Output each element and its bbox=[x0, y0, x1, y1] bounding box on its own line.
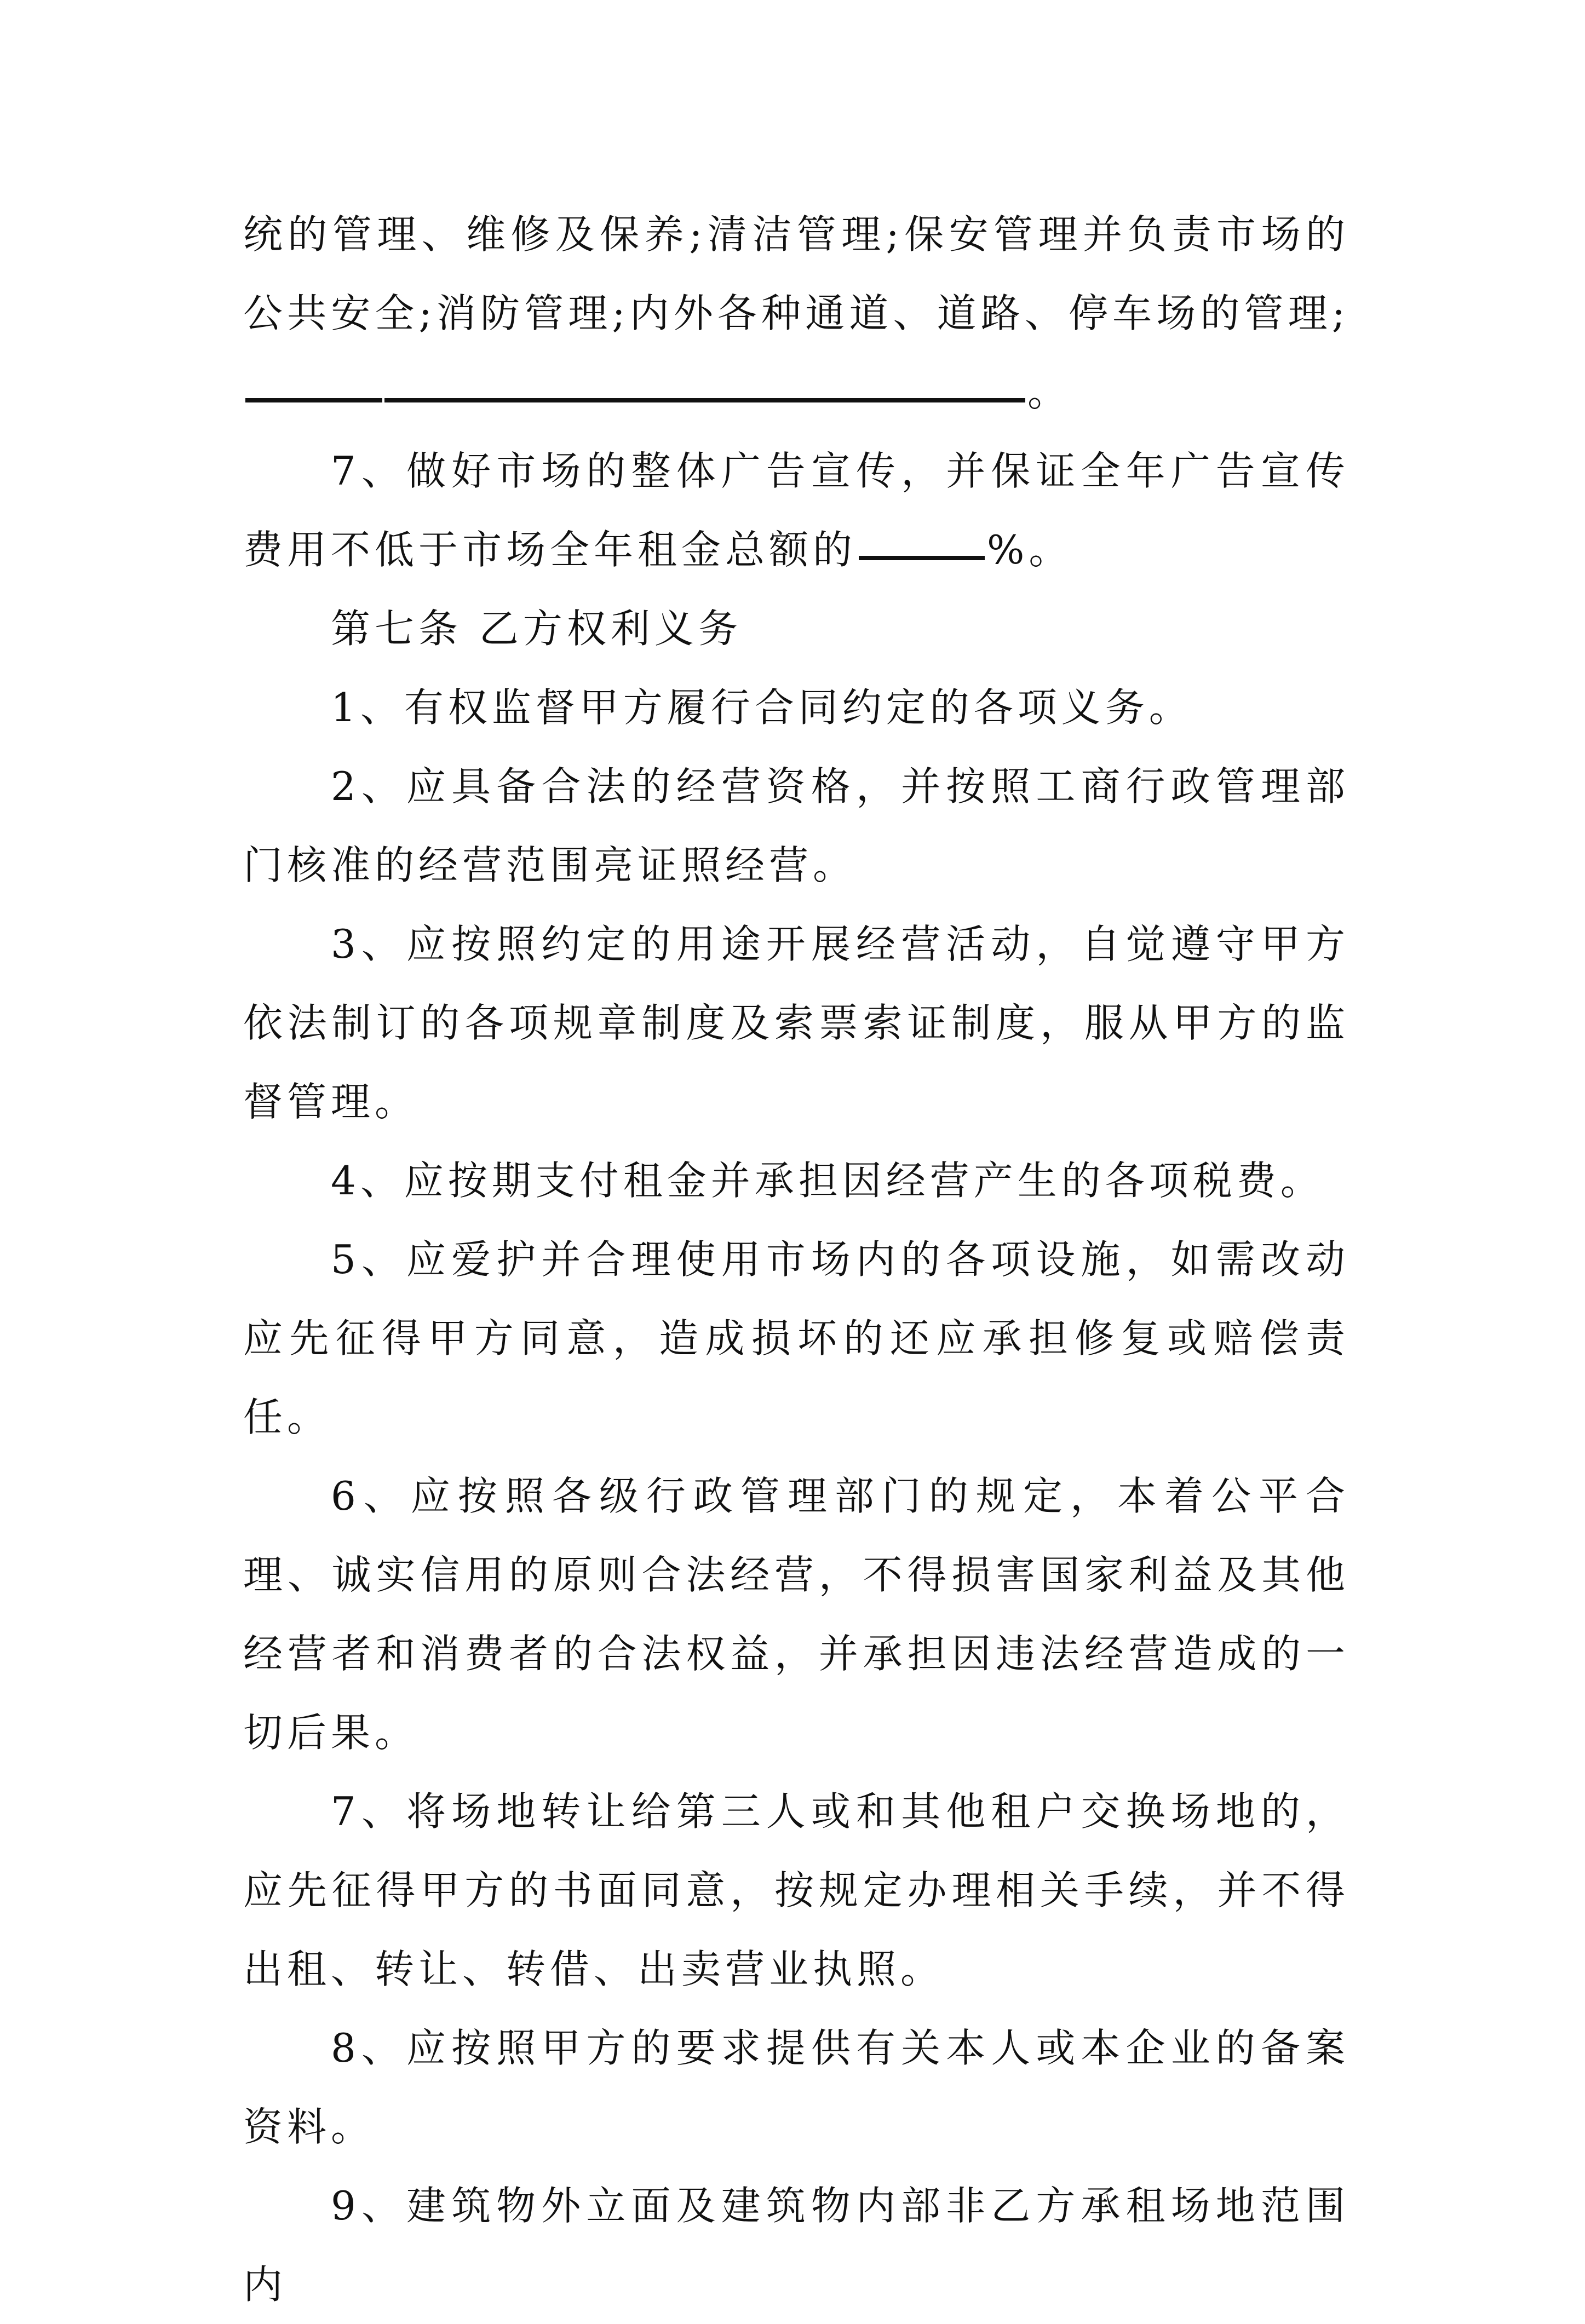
paragraph-text: 7、做好市场的整体广告宣传，并保证全年广告宣传费用不低于市场全年租金总额的 bbox=[243, 448, 1349, 573]
paragraph-item-9: 9、建筑物外立面及建筑物内部非乙方承租场地范围内 bbox=[243, 2183, 1349, 2308]
paragraph-suffix: %。 bbox=[987, 527, 1073, 573]
paragraph-item-5: 5、应爱护并合理使用市场内的各项设施，如需改动应先征得甲方同意，造成损坏的还应承担修复或赔偿责任。 bbox=[243, 1236, 1349, 1440]
fill-in-blank bbox=[859, 556, 985, 560]
paragraph-continuation bbox=[243, 195, 1349, 432]
fill-in-blank bbox=[245, 398, 382, 402]
paragraph-text: 统的管理、维修及保养;清洁管理;保安管理并负责市场的公共安全;消防管理;内外各种通道、道路、停车场的管理; bbox=[243, 211, 1349, 336]
paragraph-item-6: 6、应按照各级行政管理部门的规定，本着公平合理、诚实信用的原则合法经营，不得损害国家利益及其他经营者和消费者的合法权益，并承担因违法经营造成的一切后果。 bbox=[243, 1473, 1349, 1756]
paragraph-item-2: 2、应具备合法的经营资格，并按照工商行政管理部门核准的经营范围亮证照经营。 bbox=[243, 763, 1349, 888]
paragraph-item-4: 4、应按期支付租金并承担因经营产生的各项税费。 bbox=[331, 1158, 1324, 1204]
paragraph-item-7-advertising bbox=[243, 432, 1349, 589]
document-body bbox=[243, 195, 1349, 2324]
section-heading: 第七条 乙方权利义务 bbox=[331, 606, 742, 652]
fill-in-blank bbox=[384, 398, 1025, 402]
paragraph-item-1: 1、有权监督甲方履行合同约定的各项义务。 bbox=[331, 684, 1193, 730]
paragraph-suffix: 。 bbox=[1027, 369, 1072, 415]
paragraph-item-8: 8、应按照甲方的要求提供有关本人或本企业的备案资料。 bbox=[243, 2025, 1349, 2150]
paragraph-item-3: 3、应按照约定的用途开展经营活动，自觉遵守甲方依法制订的各项规章制度及索票索证制度，服从甲方的监督管理。 bbox=[243, 921, 1349, 1125]
paragraph-item-7: 7、将场地转让给第三人或和其他租户交换场地的，应先征得甲方的书面同意，按规定办理相关手续，并不得出租、转让、转借、出卖营业执照。 bbox=[243, 1788, 1349, 1992]
